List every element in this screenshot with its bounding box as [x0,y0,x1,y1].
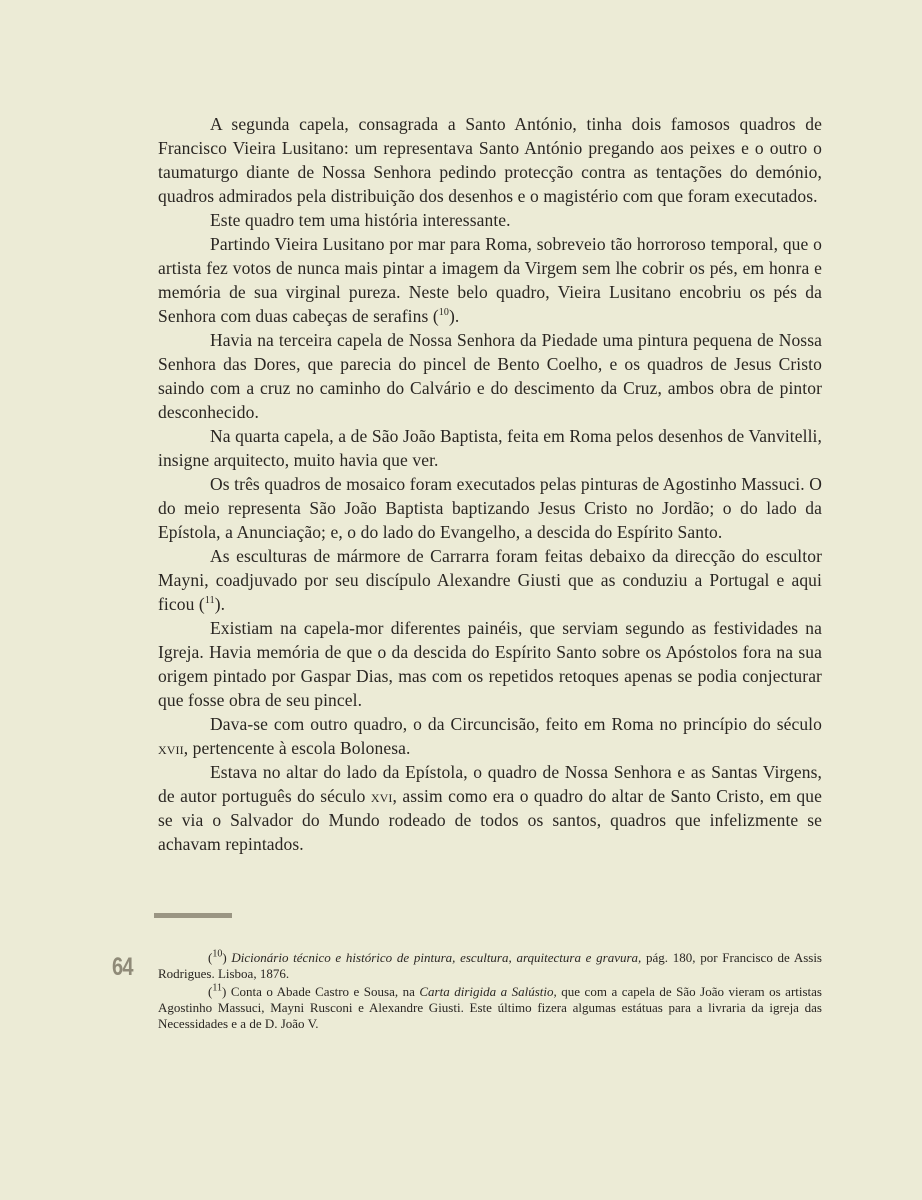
paragraph-run: , pertencente à escola Bolonesa. [183,738,411,758]
page-number: 64 [112,953,133,981]
paragraph-run: Estava no altar do lado da Epístola, o quadro de Nossa Senhora e as Santas Virgens, de autor português do século [158,762,822,806]
footnote-run: ( [208,950,213,965]
paragraph-run: Partindo Vieira Lusitano por mar para Roma, sobreveio tão horroroso temporal, que o artista fez votos de nunca mais pintar a imagem da Virgem sem lhe cobrir os pés, em honra e memória de sua virginal pureza. Neste belo quadro, Vieira Lusitano encobriu os pés da Senhora com duas cabeças de serafins ( [158,234,822,326]
paragraph [158,208,822,232]
paragraph-run: Existiam na capela-mor diferentes painéis, que serviam segundo as festividades na Igreja. Havia memória de que o da descida do Espírito Santo sobre os Apóstolos fora na sua origem pintado por Gaspar Dias, mas com os repetidos retoques apenas se podia conjecturar que fosse obra de seu pincel. [158,618,822,710]
paragraph [158,760,822,856]
paragraph-run: xvi [370,786,393,806]
footnote-run: Dicionário técnico e histórico de pintura, escultura, arquitectura e gravura, [231,950,642,965]
footnote-run: ) [222,950,232,965]
paragraph-run: 10 [438,307,449,319]
paragraph-run: , assim como era o quadro do altar de Santo Cristo, em que se via o Salvador do Mundo rodeado de todos os santos, quadros que infelizmente se achavam repintados. [158,786,822,854]
footnote-run: pág. 180, por Francisco de Assis Rodrigues. Lisboa, 1876. [158,950,822,981]
paragraph-run: 11 [204,595,215,607]
paragraph-run: Este quadro tem uma história interessante. [210,210,511,230]
paragraph [158,472,822,544]
paragraph [158,328,822,424]
paragraph-run: ). [214,594,226,614]
paragraph [158,712,822,760]
paragraph-run: xvii [158,738,184,758]
footnote [158,984,822,1032]
paragraph-run: Os três quadros de mosaico foram executados pelas pinturas de Agostinho Massuci. O do meio representa São João Baptista baptizando Jesus Cristo no Jordão; o do lado da Epístola, a Anunciação; e, o do lado do Evangelho, a descida do Espírito Santo. [158,474,822,542]
paragraph [158,424,822,472]
footnote-run: 10 [212,948,223,960]
footnote [158,950,822,982]
paragraph-run: Havia na terceira capela de Nossa Senhora da Piedade uma pintura pequena de Nossa Senhora das Dores, que parecia do pincel de Bento Coelho, e os quadros de Jesus Cristo saindo com a cruz no caminho do Calvário e do descimento da Cruz, ambos obra de pintor desconhecido. [158,330,822,422]
paragraph [158,616,822,712]
paragraph [158,232,822,328]
footnote-run: Carta dirigida a Salústio, [419,984,557,999]
footnote-run: ( [208,984,213,999]
footnotes [158,950,822,1034]
paragraph [158,544,822,616]
footnote-run: ) Conta o Abade Castro e Sousa, na [221,984,420,999]
paragraph [158,112,822,208]
footnote-separator [154,913,232,918]
footnote-run: que com a capela de São João vieram os artistas Agostinho Massuci, Mayni Rusconi e Alexandre Giusti. Este último fizera algumas estátuas para a livraria da igreja das Necessidades e a de D. João V. [158,984,822,1031]
paragraph-run: Na quarta capela, a de São João Baptista, feita em Roma pelos desenhos de Vanvitelli, insigne arquitecto, muito havia que ver. [158,426,822,470]
paragraph-run: ). [448,306,460,326]
body-text [158,112,822,856]
paragraph-run: As esculturas de mármore de Carrarra foram feitas debaixo da direcção do escultor Mayni, coadjuvado por seu discípulo Alexandre Giusti que as conduziu a Portugal e aqui ficou ( [158,546,822,614]
footnote-run: 11 [212,982,222,994]
paragraph-run: A segunda capela, consagrada a Santo António, tinha dois famosos quadros de Francisco Vieira Lusitano: um representava Santo António pregando aos peixes e o outro o taumaturgo diante de Nossa Senhora pedindo protecção contra as tentações do demónio, quadros admirados pela distribuição dos desenhos e o magistério com que foram executados. [158,114,822,206]
paragraph-run: Dava-se com outro quadro, o da Circuncisão, feito em Roma no princípio do século [210,714,822,734]
